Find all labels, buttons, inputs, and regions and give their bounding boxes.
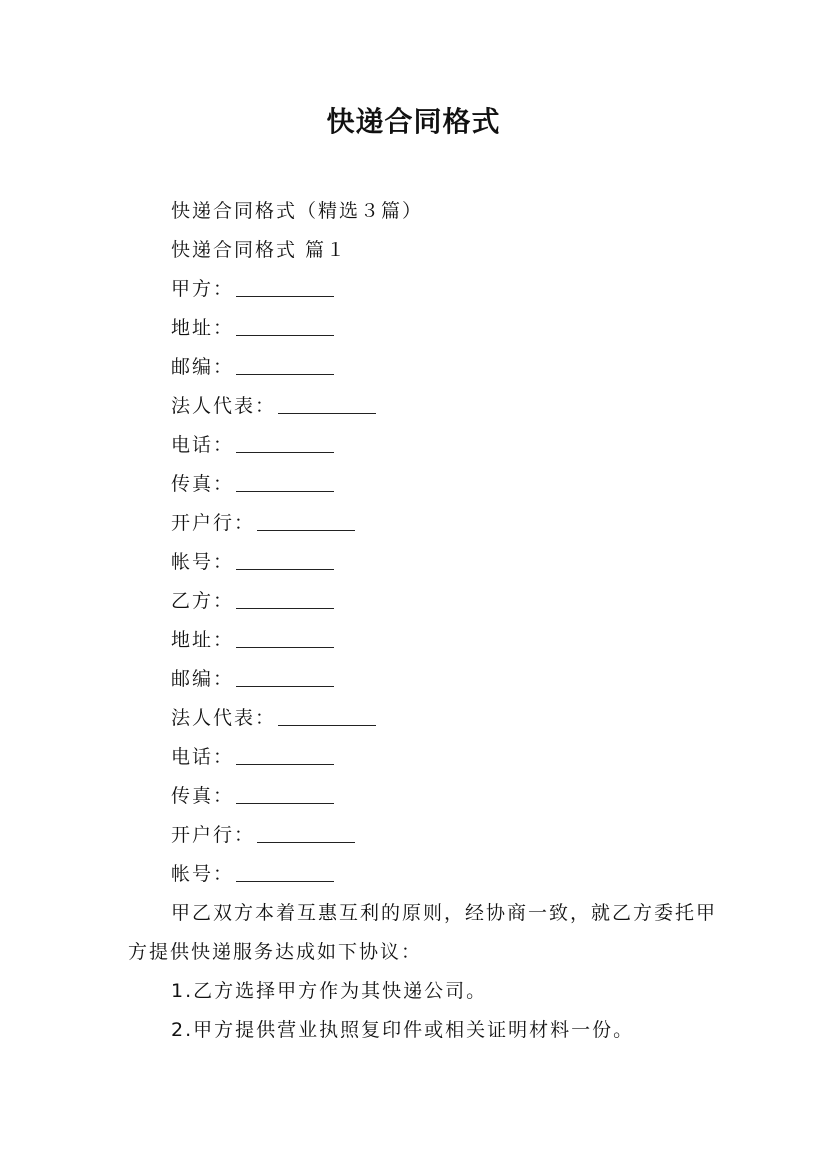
party-b-phone-field (128, 738, 718, 777)
blank-underline (257, 508, 355, 531)
field-label: 开户行： (171, 824, 256, 846)
blank-underline (236, 625, 334, 648)
subtitle: 快递合同格式（精选３篇） (171, 200, 424, 222)
field-label: 电话： (171, 746, 235, 768)
blank-underline (236, 742, 334, 765)
party-a-legal-rep-field (128, 387, 718, 426)
party-b-name-field (128, 582, 718, 621)
party-b-fax-field (128, 777, 718, 816)
party-b-address-field (128, 621, 718, 660)
party-a-name-field (128, 270, 718, 309)
party-a-address-field (128, 309, 718, 348)
field-label: 地址： (171, 317, 235, 339)
party-a-bank-field (128, 504, 718, 543)
field-label: 帐号： (171, 551, 235, 573)
blank-underline (236, 274, 334, 297)
clause-2: 2.甲方提供营业执照复印件或相关证明材料一份。 (171, 1019, 635, 1041)
blank-underline (257, 820, 355, 843)
field-label: 法人代表： (171, 395, 277, 417)
field-label: 乙方： (171, 590, 235, 612)
field-label: 法人代表： (171, 707, 277, 729)
intro-paragraph: 甲乙双方本着互惠互利的原则，经协商一致，就乙方委托甲方提供快递服务达成如下协议： (128, 902, 718, 963)
field-label: 帐号： (171, 863, 235, 885)
field-label: 邮编： (171, 356, 235, 378)
party-a-account-field (128, 543, 718, 582)
field-label: 邮编： (171, 668, 235, 690)
document-title: 快递合同格式 (326, 105, 501, 138)
blank-underline (236, 430, 334, 453)
blank-underline (236, 781, 334, 804)
party-b-postcode-field (128, 660, 718, 699)
blank-underline (236, 469, 334, 492)
field-label: 传真： (171, 785, 235, 807)
party-a-postcode-field (128, 348, 718, 387)
blank-underline (236, 664, 334, 687)
field-label: 开户行： (171, 512, 256, 534)
party-b-account-field (128, 855, 718, 894)
field-label: 传真： (171, 473, 235, 495)
blank-underline (236, 352, 334, 375)
blank-underline (278, 391, 376, 414)
field-label: 电话： (171, 434, 235, 456)
party-b-bank-field (128, 816, 718, 855)
blank-underline (278, 703, 376, 726)
clause-1: 1.乙方选择甲方作为其快递公司。 (171, 980, 488, 1002)
blank-underline (236, 859, 334, 882)
field-label: 甲方： (171, 278, 235, 300)
field-label: 地址： (171, 629, 235, 651)
section-heading: 快递合同格式 篇１ (171, 239, 348, 261)
document-body (128, 192, 718, 1050)
party-a-phone-field (128, 426, 718, 465)
blank-underline (236, 313, 334, 336)
party-a-fax-field (128, 465, 718, 504)
blank-underline (236, 586, 334, 609)
party-b-legal-rep-field (128, 699, 718, 738)
blank-underline (236, 547, 334, 570)
